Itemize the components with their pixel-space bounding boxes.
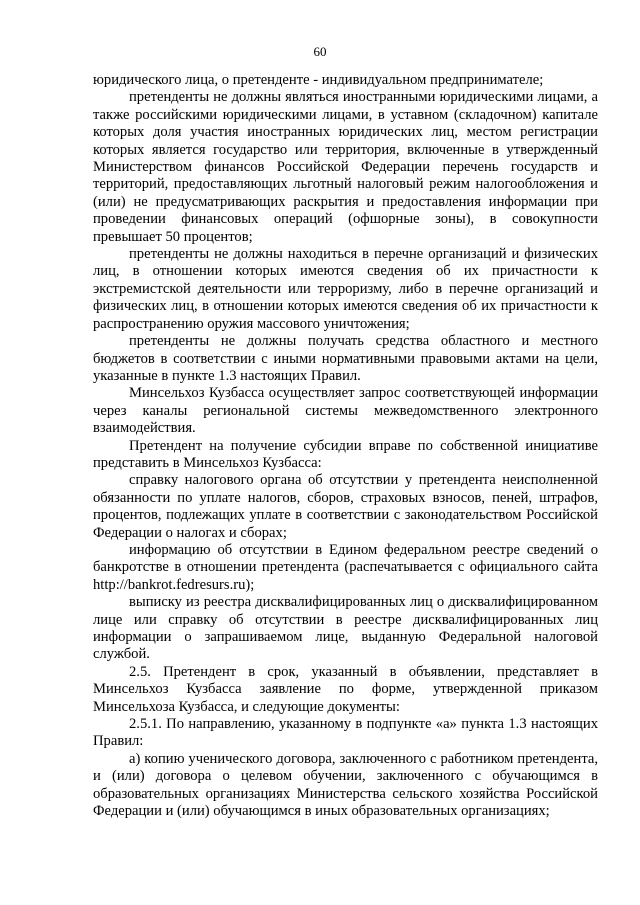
paragraph-own-initiative: Претендент на получение субсидии вправе по собственной инициативе представить в Минсельхоз Кузбасса: (93, 437, 598, 471)
paragraph-section-2-5-1: 2.5.1. По направлению, указанному в подпункте «а» пункта 1.3 настоящих Правил: (93, 716, 598, 750)
paragraph-disqualified-registry: выписку из реестра дисквалифицированных лиц о дисквалифицированном лице или справку об отсутствии в реестре дисквалифицированных лиц информации о запрашиваемом лице, выданную Федеральной налоговой службой. (93, 594, 598, 663)
paragraph-tax-certificate: справку налогового органа об отсутствии у претендента неисполненной обязанности по уплате налогов, сборов, страховых взносов, пеней, штрафов, процентов, подлежащих уплате в соответствии с законодательством Российской Федерации о налогах и сборах; (93, 472, 598, 541)
paragraph-bankruptcy-info: информацию об отсутствии в Едином федеральном реестре сведений о банкротстве в отношении претендента (распечатывается с официального сайта http://bankrot.fedresurs.ru); (93, 541, 598, 593)
paragraph-section-2-5: 2.5. Претендент в срок, указанный в объявлении, представляет в Минсельхоз Кузбасса заявление по форме, утвержденной приказом Минсельхоза Кузбасса, и следующие документы: (93, 663, 598, 715)
paragraph-item-a: а) копию ученического договора, заключенного с работником претендента, и (или) договора о целевом обучении, заключенного с обучающимся в образовательных организациях Министерства сельского хозяйства Российской Федерации и (или) обучающимся в иных образовательных организациях; (93, 750, 598, 820)
page-number: 60 (313, 44, 327, 59)
document-body (93, 72, 598, 820)
paragraph-budget-funds: претенденты не должны получать средства областного и местного бюджетов в соответствии с иными нормативными правовыми актами на цели, указанные в пункте 1.3 настоящих Правил. (93, 333, 598, 384)
paragraph-legal-entity-continuation: юридического лица, о претенденте - индивидуальном предпринимателе; (93, 72, 544, 88)
paragraph-extremism-list: претенденты не должны находиться в перечне организаций и физических лиц, в отношении которых имеются сведения об их причастности к экстремистской деятельности или терроризму, либо в перечне организаций и физических лиц, в отношении которых имеются сведения об их причастности к распространению оружия массового уничтожения; (93, 246, 598, 332)
paragraph-foreign-entities: претенденты не должны являться иностранными юридическими лицами, а также российскими юридическими лицами, в уставном (складочном) капитале которых доля участия иностранных юридических лиц, местом регистрации которых является государство или территория, включенные в утвержденный Министерством финансов Российской Федерации перечень государств и территорий, предоставляющих льготный налоговый режим налогообложения и (или) не предусматривающих раскрытия и предоставления информации при проведении финансовых операций (офшорные зоны), в совокупности превышает 50 процентов; (93, 89, 598, 245)
paragraph-interagency-request: Минсельхоз Кузбасса осуществляет запрос соответствующей информации через каналы региональной системы межведомственного электронного взаимодействия. (93, 385, 598, 437)
